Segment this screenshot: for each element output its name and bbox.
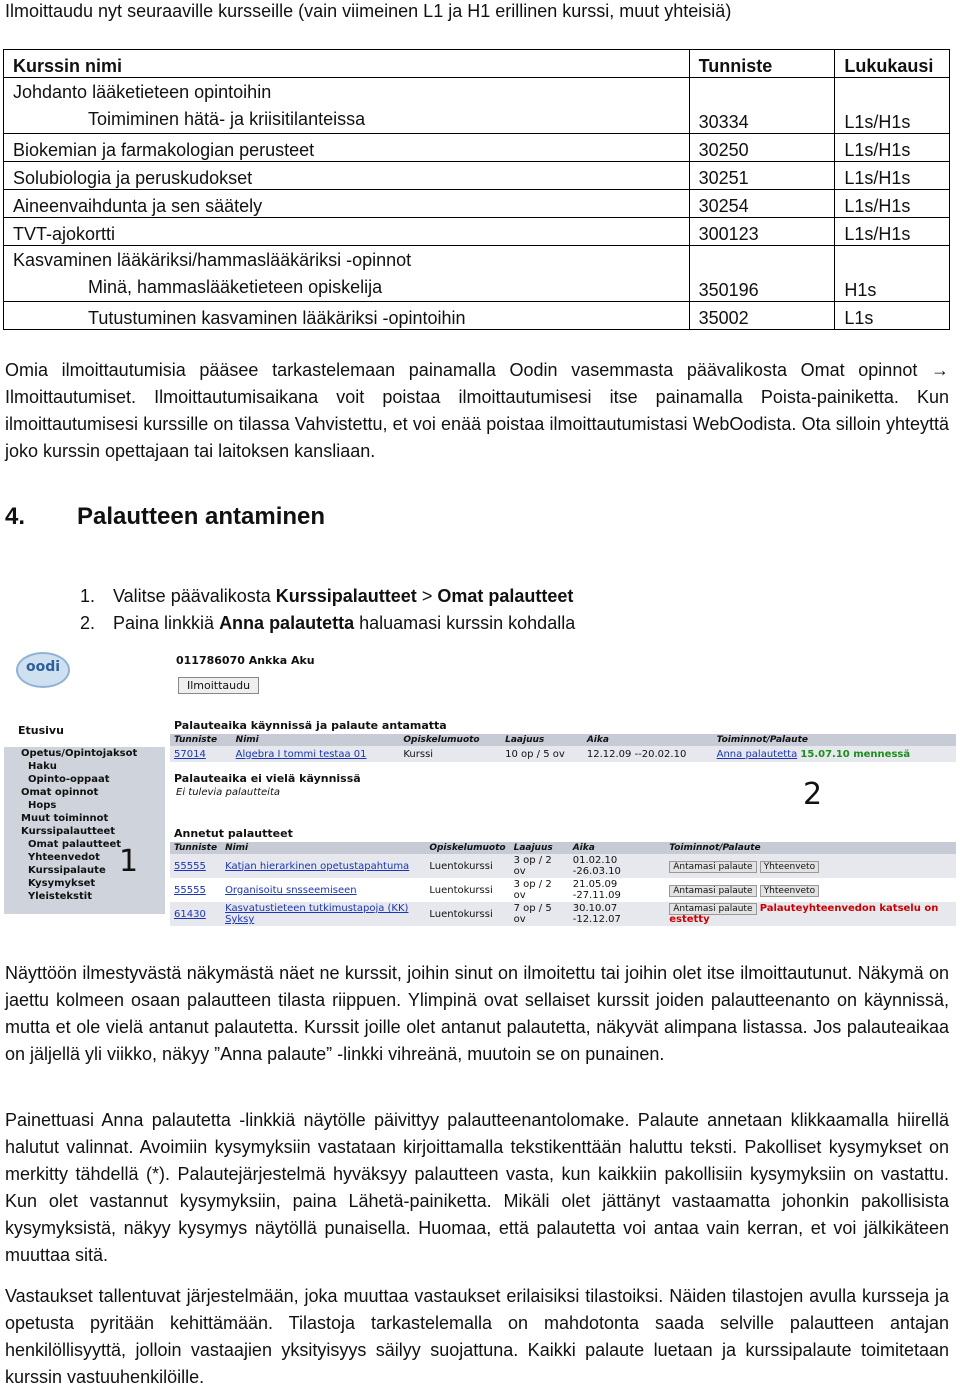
sidebar-item[interactable]: Yleistekstit — [28, 891, 92, 902]
marker-1: 1 — [119, 844, 139, 879]
section-heading — [5, 503, 325, 531]
table-row — [170, 878, 956, 902]
sidebar-item[interactable]: Hops — [28, 800, 57, 811]
col-header: Laajuus — [510, 842, 569, 854]
section2-title: Palauteaika ei vielä käynnissä — [174, 772, 361, 785]
course-id-link[interactable]: 57014 — [170, 746, 232, 762]
col-header: Laajuus — [501, 734, 583, 746]
col-header: Aika — [583, 734, 713, 746]
course-id: 350196 — [689, 246, 835, 302]
course-id: 30251 — [689, 162, 835, 190]
table-row — [4, 302, 950, 330]
step-text: haluamasi kurssin kohdalla — [354, 613, 576, 633]
logout-button[interactable]: Ilmoittaudu — [178, 677, 259, 694]
col-header: Toiminnot/Palaute — [713, 734, 956, 746]
deadline-note: 15.07.10 mennessä — [800, 748, 911, 760]
section1-title: Palauteaika käynnissä ja palaute antamatta — [174, 719, 447, 732]
table-row — [4, 134, 950, 162]
col-header-id: Tunniste — [689, 50, 835, 78]
summary-blocked-note: Palauteyhteenvedon katselu on estetty — [669, 903, 939, 925]
course-table — [3, 49, 950, 330]
intro-text: Ilmoittaudu nyt seuraaville kursseille (vain viimeinen L1 ja H1 erillinen kurssi, muut yhteisiä) — [5, 1, 732, 21]
table-header-row — [4, 50, 950, 78]
course-group: Johdanto lääketieteen opintoihin — [13, 82, 272, 102]
course-scope: 3 op / 2 ov — [513, 879, 552, 901]
marker-2: 2 — [803, 777, 823, 812]
course-name: Biokemian ja farmakologian perusteet — [4, 134, 690, 162]
col-header-name: Kurssin nimi — [4, 50, 690, 78]
given-feedback-button[interactable]: Antamasi palaute — [669, 861, 756, 873]
given-feedback-table — [170, 842, 956, 926]
course-name: TVT-ajokortti — [4, 218, 690, 246]
sidebar-item[interactable]: Kurssipalaute — [28, 865, 106, 876]
col-header: Tunniste — [170, 734, 232, 746]
course-term: L1s/H1s — [835, 162, 950, 190]
step-text: > — [416, 586, 438, 606]
course-term: L1s/H1s — [835, 218, 950, 246]
course-time: 01.02.10 -26.03.10 — [569, 854, 666, 878]
course-id-link[interactable]: 55555 — [174, 884, 206, 896]
sidebar-item[interactable]: Opetus/Opintojaksot — [21, 748, 138, 759]
course-name: Aineenvaihdunta ja sen säätely — [4, 190, 690, 218]
course-name: Toimiminen hätä- ja kriisitilanteissa — [88, 109, 366, 129]
course-form: Luentokurssi — [425, 902, 509, 926]
list-item — [80, 610, 575, 637]
oodi-logo — [16, 652, 70, 688]
col-header: Toiminnot/Palaute — [665, 842, 956, 854]
course-time: 30.10.07 -12.12.07 — [569, 902, 666, 926]
sidebar-item[interactable]: Yhteenvedot — [28, 852, 100, 863]
course-scope: 3 op / 2 ov — [510, 854, 569, 878]
feedback-panel — [170, 714, 957, 925]
course-name: Minä, hammaslääketieteen opiskelija — [88, 277, 383, 297]
summary-button[interactable]: Yhteenveto — [760, 885, 819, 897]
course-id-link[interactable]: 55555 — [170, 854, 221, 878]
course-name-link[interactable]: Organisoitu snsseemiseen — [225, 884, 357, 896]
table-row — [4, 246, 950, 302]
col-header: Nimi — [232, 734, 400, 746]
course-term: L1s/H1s — [835, 134, 950, 162]
step-text: Valitse päävalikosta — [113, 586, 276, 606]
sidebar-item[interactable]: Omat palautteet — [28, 839, 122, 850]
table-row — [170, 854, 956, 878]
step-bold: Omat palautteet — [437, 586, 574, 606]
section2-note: Ei tulevia palautteita — [176, 787, 281, 798]
feedback-view-paragraph: Näyttöön ilmestyvästä näkymästä näet ne kurssit, joihin sinut on ilmoitettu tai joihin olet itse ilmoittautunut. Näkymä on jaettu kolmeen osaan palautteen tilasta riippuen. Ylimpinä ovat sellaiset kurssit joiden palautteenanto on käynnissä, mutta et ole vielä antanut palautetta. Kurssit joille olet antanut palautetta, näkyvät alimpana listassa. Jos palauteaikaa on jäljellä yli viikko, näkyy ”Anna palaute” -linkki vihreänä, muutoin se on punainen. — [5, 963, 949, 1064]
course-id: 35002 — [689, 302, 835, 330]
steps-list — [80, 583, 575, 637]
statistics-paragraph: Vastaukset tallentuvat järjestelmään, joka muuttaa vastaukset erilaisiksi tilastoiksi. Näiden tilastojen avulla kursseja ja opetusta pyritään kehittämään. Tilastoja tarkastelemalla on mahdotonta saada selville palautteen antajan henkilöllisyyttä, jolloin vastaajien yksityisyys säilyy suojattuna. Kaikki palaute luetaan ja kurssipalaute toimitetaan kurssin vastuuhenkilöille. — [5, 1286, 949, 1387]
course-form: Kurssi — [399, 746, 501, 762]
col-header: Nimi — [221, 842, 425, 854]
course-id-link[interactable]: 61430 — [170, 902, 221, 926]
course-id: 300123 — [689, 218, 835, 246]
course-name: Tutustuminen kasvaminen lääkäriksi -opintoihin — [88, 308, 466, 328]
course-time: 21.05.09 -27.11.09 — [572, 879, 621, 901]
sidebar-item[interactable]: Opinto-oppaat — [28, 774, 110, 785]
course-name: Solubiologia ja peruskudokset — [4, 162, 690, 190]
step-text: Paina linkkiä — [113, 613, 220, 633]
given-feedback-button[interactable]: Antamasi palaute — [669, 903, 756, 915]
oodi-screenshot — [4, 644, 957, 925]
feedback-form-paragraph: Painettuasi Anna palautetta -linkkiä näytölle päivittyy palautteenantolomake. Palaute annetaan klikkaamalla hiirellä halutut valinnat. Avoimiin kysymyksiin vastataan kirjoittamalla tekstikenttään haluttu teksti. Pakolliset kysymykset on merkitty tähdellä (*). Palautejärjestelmä hyväksyy palautteen vasta, kun kaikkiin pakollisiin kysymyksiin on vastattu. Kun olet vastannut kysymyksiin, paina Lähetä-painiketta. Mikäli olet jättänyt vastaamatta johonkin pakollisista kysymyksistä, näkyy kysymys näytöllä punaisella. Huomaa, että palautetta voi antaa vain kerran, et voi jälkikäteen muuttaa sitä. — [5, 1110, 949, 1265]
course-id: 30254 — [689, 190, 835, 218]
open-feedback-table — [170, 734, 956, 762]
course-name-link[interactable]: Algebra I tommi testaa 01 — [232, 746, 400, 762]
table-row — [4, 162, 950, 190]
sidebar-item[interactable]: Kurssipalautteet — [21, 826, 116, 837]
table-row — [170, 746, 956, 762]
logo-text: oodi — [26, 659, 61, 675]
list-item — [80, 583, 575, 610]
given-feedback-button[interactable]: Antamasi palaute — [669, 885, 756, 897]
give-feedback-link[interactable]: Anna palautetta — [716, 748, 798, 760]
course-form: Luentokurssi — [425, 854, 509, 878]
user-name: 011786070 Ankka Aku — [176, 654, 315, 667]
course-form: Luentokurssi — [429, 884, 493, 896]
table-row — [4, 218, 950, 246]
table-row — [4, 78, 950, 134]
registration-paragraph: Omia ilmoittautumisia pääsee tarkastelemaan painamalla Oodin vasemmasta päävalikosta Omat opinnot → Ilmoittautumiset. Ilmoittautumisaikana voit poistaa ilmoittautumisesi itse painamalla Poista-painiketta. Kun ilmoittautumisesi kurssille on tilassa Vahvistettu, et voi enää poistaa ilmoittautumistasi WebOodista. Ota silloin yhteyttä joko kurssin opettajaan tai laitoksen kansliaan. — [5, 360, 949, 461]
course-term: L1s — [835, 302, 950, 330]
course-term: H1s — [835, 246, 950, 302]
step-number: 1. — [80, 586, 96, 606]
sidebar-item[interactable]: Muut toiminnot — [21, 813, 109, 824]
col-header: Aika — [569, 842, 666, 854]
section-title: Palautteen antaminen — [77, 503, 326, 530]
sidebar-item[interactable]: Omat opinnot — [21, 787, 99, 798]
sidebar-home[interactable]: Etusivu — [4, 714, 165, 747]
course-group: Kasvaminen lääkäriksi/hammaslääkäriksi -opinnot — [13, 250, 412, 270]
step-bold: Kurssipalautteet — [275, 586, 417, 606]
course-id: 30250 — [689, 134, 835, 162]
course-scope: 7 op / 5 ov — [510, 902, 569, 926]
col-header: Opiskelumuoto — [399, 734, 501, 746]
step-bold: Anna palautetta — [219, 613, 355, 633]
course-name-link[interactable]: Katjan hierarkinen opetustapahtuma — [221, 854, 425, 878]
oodi-header — [4, 644, 957, 714]
section3-title: Annetut palautteet — [174, 827, 293, 840]
course-scope: 10 op / 5 ov — [501, 746, 583, 762]
col-header: Opiskelumuoto — [425, 842, 509, 854]
course-id: 30334 — [689, 78, 835, 134]
course-term: L1s/H1s — [835, 190, 950, 218]
course-time: 12.12.09 --20.02.10 — [583, 746, 713, 762]
course-name-link[interactable]: Kasvatustieteen tutkimustapoja (KK) Syksy — [221, 902, 425, 926]
col-header: Tunniste — [170, 842, 221, 854]
table-row — [4, 190, 950, 218]
course-term: L1s/H1s — [835, 78, 950, 134]
summary-button[interactable]: Yhteenveto — [760, 861, 819, 873]
sidebar-item[interactable]: Kysymykset — [28, 878, 96, 889]
step-number: 2. — [80, 613, 96, 633]
oodi-sidebar — [4, 714, 165, 914]
sidebar-item[interactable]: Haku — [28, 761, 57, 772]
section-number: 4. — [5, 503, 26, 530]
table-row — [170, 902, 956, 926]
col-header-term: Lukukausi — [835, 50, 950, 78]
